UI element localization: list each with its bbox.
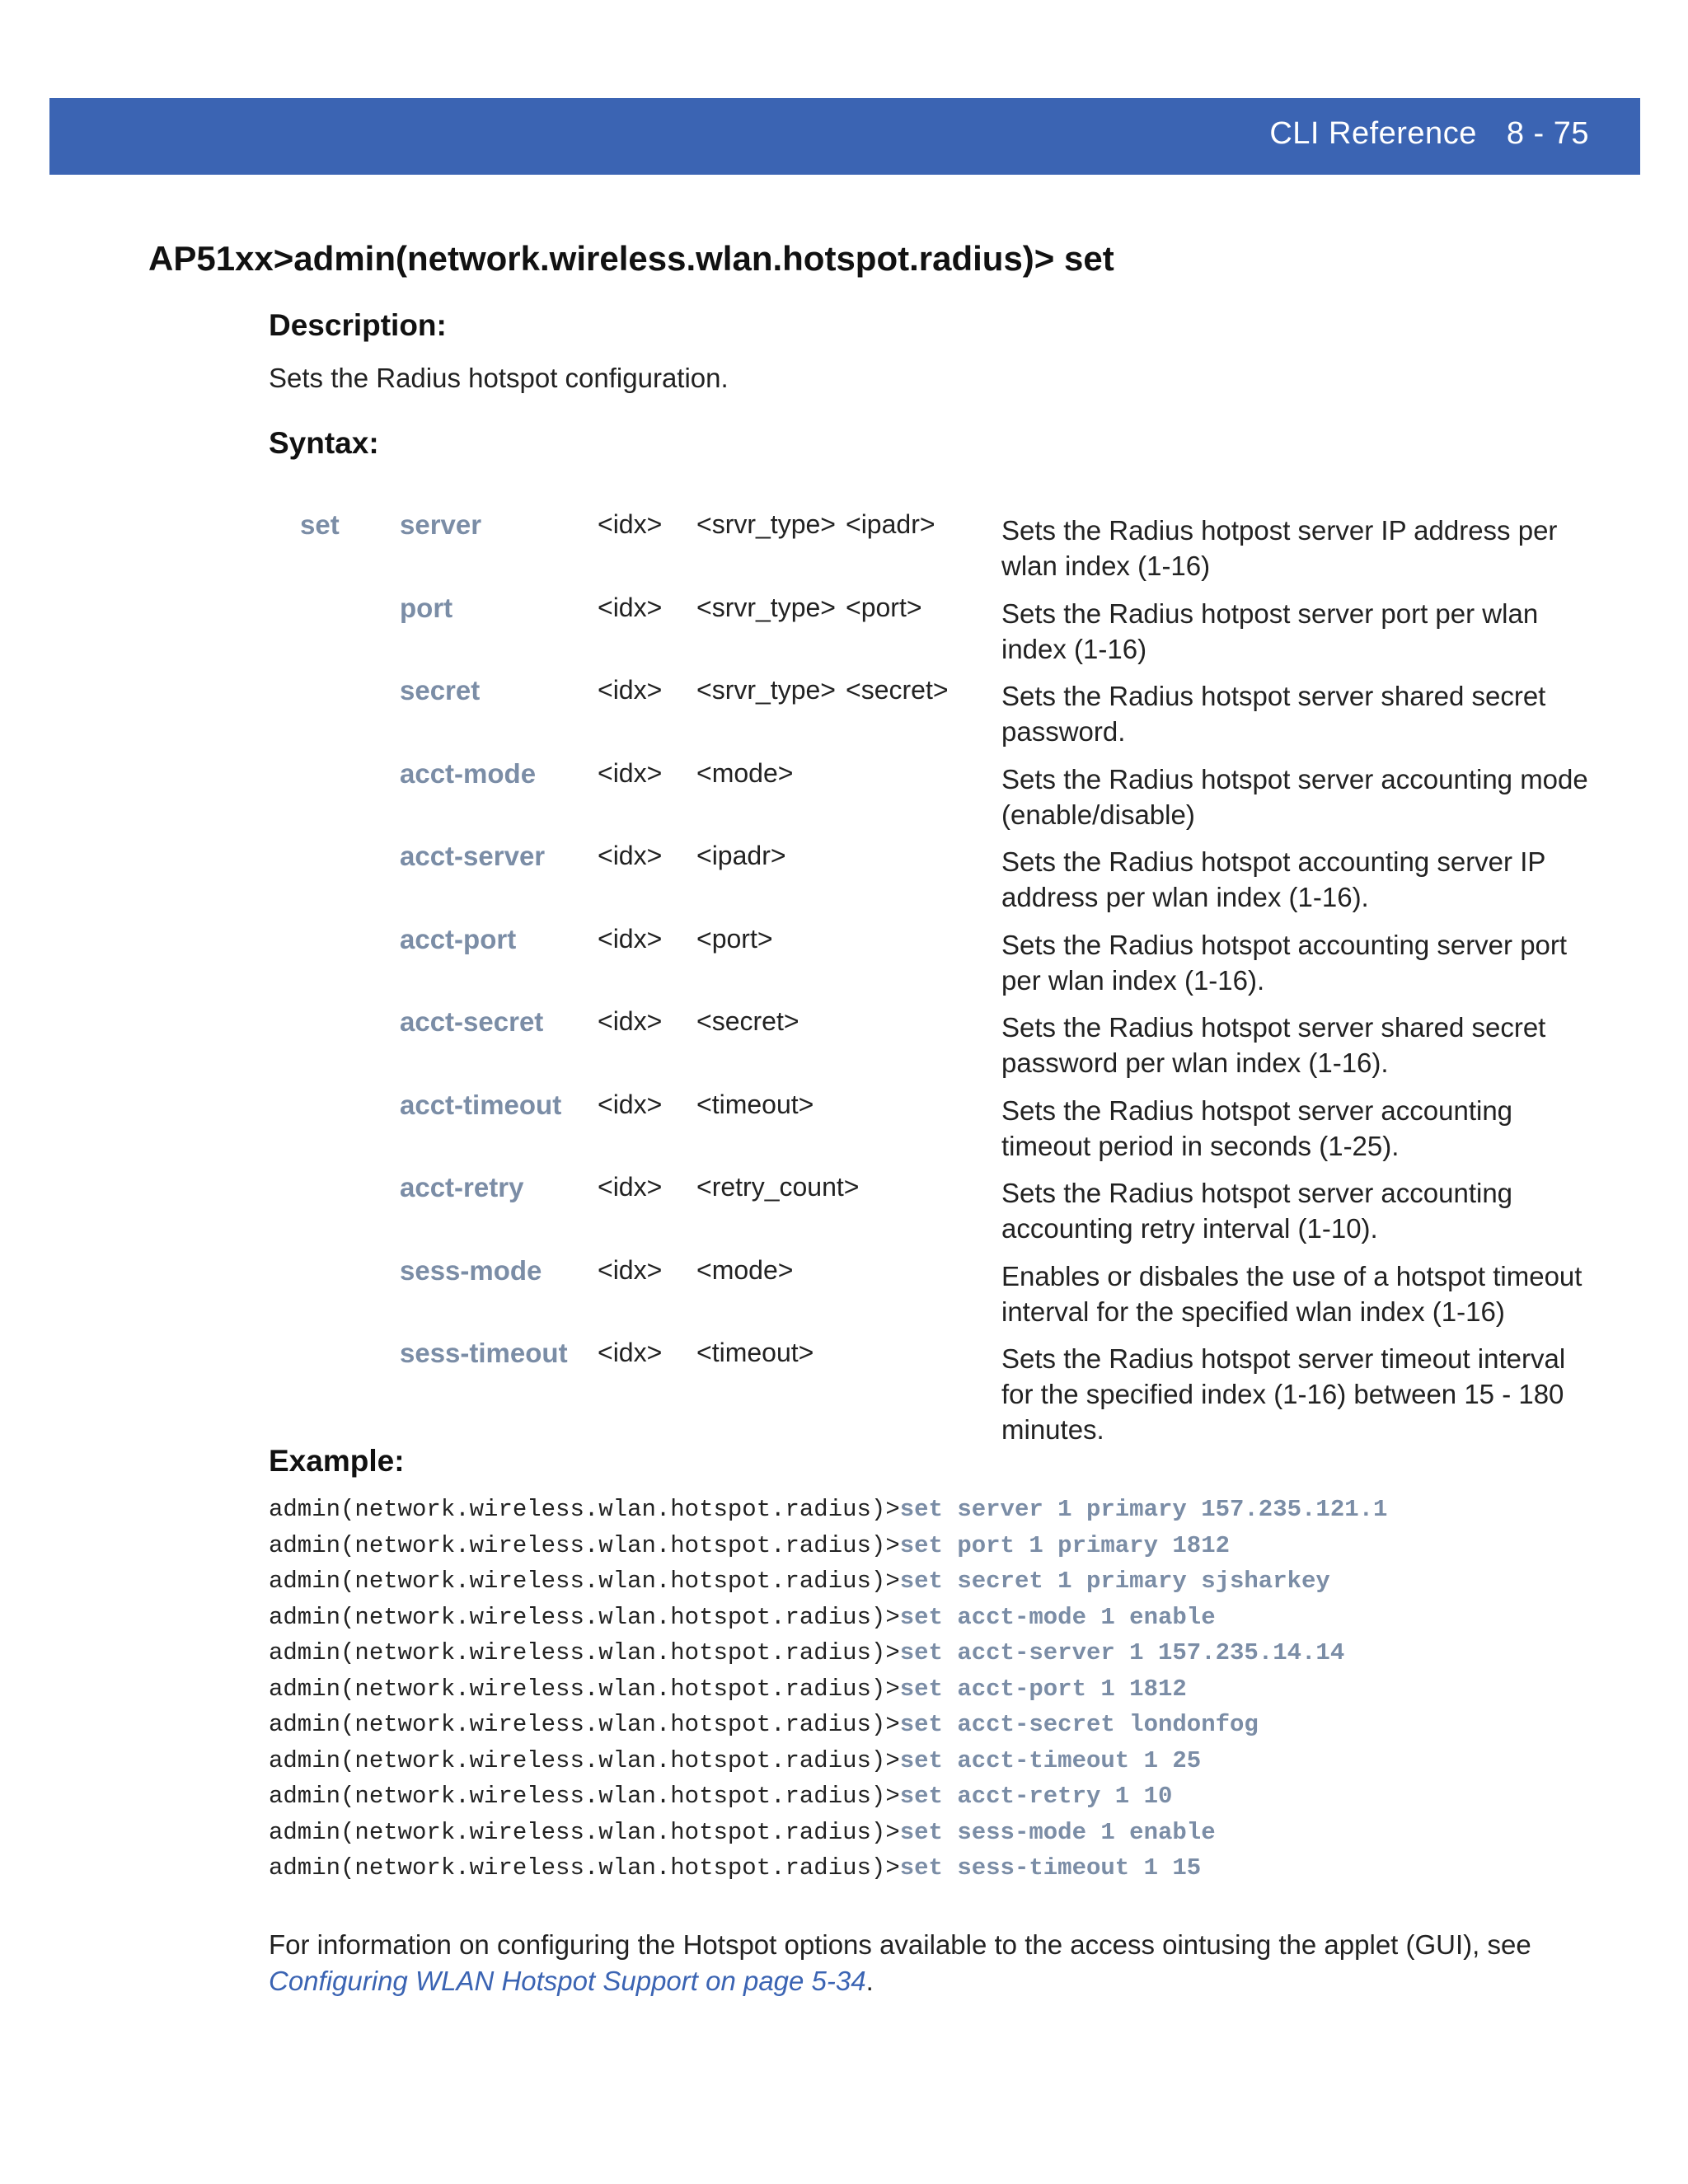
syntax-arg: <port> — [696, 923, 773, 954]
syntax-subcommand: acct-mode — [400, 757, 537, 789]
example-prompt: admin(network.wireless.wlan.hotspot.radius)> — [269, 1568, 900, 1595]
example-prompt: admin(network.wireless.wlan.hotspot.radius)> — [269, 1854, 900, 1882]
header-section-title: CLI Reference — [1269, 116, 1477, 151]
syntax-row — [0, 1090, 1688, 1172]
syntax-row — [0, 509, 1688, 592]
syntax-subcommand: acct-server — [400, 841, 546, 871]
syntax-subcommand: sess-mode — [400, 1254, 542, 1286]
syntax-subcommand: acct-port — [400, 923, 517, 954]
example-command: set secret 1 primary sjsharkey — [899, 1568, 1330, 1595]
syntax-arg: <ipadr> — [696, 841, 786, 870]
description-heading: Description: — [269, 308, 447, 342]
syntax-description: Sets the Radius hotpost server IP address per wlan index (1-16) — [1001, 515, 1558, 581]
syntax-row — [0, 758, 1688, 841]
footer-paragraph — [269, 1927, 1612, 1999]
example-line — [269, 1815, 1387, 1851]
syntax-arg: <srvr_type> — [696, 509, 836, 539]
syntax-row — [0, 924, 1688, 1006]
syntax-arg: <mode> — [696, 757, 794, 788]
syntax-heading: Syntax: — [269, 426, 379, 460]
example-command: set server 1 primary 157.235.121.1 — [899, 1496, 1388, 1523]
syntax-description: Sets the Radius hotpost server port per wlan index (1-16) — [1001, 598, 1539, 664]
syntax-row — [0, 675, 1688, 757]
syntax-arg: <retry_count> — [696, 1172, 860, 1202]
example-prompt: admin(network.wireless.wlan.hotspot.radius)> — [269, 1639, 900, 1666]
syntax-description: Enables or disbales the use of a hotspot timeout interval for the specified wlan index (1-16) — [1001, 1260, 1582, 1327]
syntax-arg-idx: <idx> — [598, 1254, 663, 1285]
syntax-arg-idx: <idx> — [598, 923, 663, 954]
syntax-arg: <srvr_type> — [696, 592, 836, 622]
example-command: set acct-port 1 1812 — [899, 1675, 1187, 1703]
example-line — [269, 1743, 1387, 1779]
example-line — [269, 1528, 1387, 1564]
example-command: set acct-server 1 157.235.14.14 — [899, 1639, 1345, 1666]
syntax-arg-idx: <idx> — [598, 1089, 663, 1119]
syntax-subcommand: acct-retry — [400, 1172, 524, 1202]
syntax-arg-idx: <idx> — [598, 841, 663, 870]
syntax-arg-idx: <idx> — [598, 1338, 663, 1367]
example-command: set sess-mode 1 enable — [899, 1818, 1216, 1846]
syntax-row — [0, 1006, 1688, 1089]
example-line — [269, 1671, 1387, 1708]
syntax-arg-idx: <idx> — [598, 509, 663, 539]
syntax-description: Sets the Radius hotspot server shared secret password per wlan index (1-16). — [1001, 1012, 1546, 1078]
syntax-arg: <ipadr> — [846, 509, 935, 539]
example-line — [269, 1850, 1387, 1886]
syntax-arg: <srvr_type> — [696, 675, 836, 705]
syntax-keyword: set — [300, 509, 340, 540]
syntax-arg: <timeout> — [696, 1338, 814, 1367]
syntax-subcommand: acct-timeout — [400, 1089, 562, 1120]
example-prompt: admin(network.wireless.wlan.hotspot.radius)> — [269, 1711, 900, 1738]
header-page-number: 8 - 75 — [1506, 116, 1589, 151]
syntax-arg: <secret> — [846, 675, 949, 705]
syntax-subcommand: secret — [400, 675, 481, 705]
syntax-arg: <secret> — [696, 1006, 799, 1036]
syntax-arg-idx: <idx> — [598, 592, 663, 622]
example-command: set acct-secret londonfog — [899, 1711, 1259, 1738]
cross-reference-link[interactable]: Configuring WLAN Hotspot Support on page 5-34 — [269, 1966, 866, 1996]
page-header-bar — [49, 98, 1640, 175]
syntax-arg-idx: <idx> — [598, 757, 663, 788]
example-command: set port 1 primary 1812 — [899, 1531, 1230, 1559]
footer-text: For information on configuring the Hotspot options available to the access ointusing the applet (GUI), see — [269, 1929, 1531, 1960]
command-title: AP51xx>admin(network.wireless.wlan.hotspot.radius)> set — [148, 239, 1114, 278]
syntax-description: Sets the Radius hotspot server accounting timeout period in seconds (1-25). — [1001, 1094, 1513, 1161]
example-line — [269, 1707, 1387, 1743]
description-text: Sets the Radius hotspot configuration. — [269, 363, 729, 393]
syntax-arg: <timeout> — [696, 1089, 814, 1119]
syntax-description: Sets the Radius hotspot accounting server IP address per wlan index (1-16). — [1001, 846, 1545, 912]
footer-end: . — [865, 1966, 874, 1996]
syntax-row — [0, 593, 1688, 675]
syntax-subcommand: server — [400, 509, 482, 540]
example-command: set acct-timeout 1 25 — [899, 1746, 1202, 1774]
syntax-row — [0, 1255, 1688, 1338]
syntax-description: Sets the Radius hotspot server timeout interval for the specified index (1-16) between 15 - 180 minutes. — [1001, 1343, 1566, 1445]
syntax-subcommand: port — [400, 592, 453, 623]
example-command: set sess-timeout 1 15 — [899, 1854, 1202, 1882]
example-command: set acct-mode 1 enable — [899, 1603, 1216, 1631]
syntax-row — [0, 841, 1688, 923]
example-prompt: admin(network.wireless.wlan.hotspot.radius)> — [269, 1783, 900, 1810]
example-line — [269, 1635, 1387, 1671]
example-heading: Example: — [269, 1444, 405, 1478]
syntax-arg: <port> — [846, 592, 922, 622]
syntax-arg-idx: <idx> — [598, 675, 663, 705]
example-line — [269, 1563, 1387, 1600]
syntax-arg-idx: <idx> — [598, 1172, 663, 1202]
example-prompt: admin(network.wireless.wlan.hotspot.radius)> — [269, 1531, 900, 1559]
syntax-description: Sets the Radius hotspot accounting server port per wlan index (1-16). — [1001, 929, 1568, 996]
example-command: set acct-retry 1 10 — [899, 1783, 1173, 1810]
syntax-arg: <mode> — [696, 1254, 794, 1285]
syntax-subcommand: sess-timeout — [400, 1338, 568, 1368]
example-prompt: admin(network.wireless.wlan.hotspot.radius)> — [269, 1818, 900, 1846]
syntax-description: Sets the Radius hotspot server accounting accounting retry interval (1-10). — [1001, 1178, 1513, 1244]
header-text — [1269, 116, 1589, 152]
syntax-row — [0, 1172, 1688, 1254]
syntax-description: Sets the Radius hotspot server shared secret password. — [1001, 681, 1546, 747]
example-code-block — [269, 1492, 1387, 1886]
syntax-subcommand: acct-secret — [400, 1006, 544, 1037]
example-prompt: admin(network.wireless.wlan.hotspot.radius)> — [269, 1603, 900, 1631]
example-prompt: admin(network.wireless.wlan.hotspot.radius)> — [269, 1675, 900, 1703]
syntax-arg-idx: <idx> — [598, 1006, 663, 1036]
example-line — [269, 1600, 1387, 1636]
syntax-description: Sets the Radius hotspot server accounting mode (enable/disable) — [1001, 763, 1588, 830]
example-line — [269, 1779, 1387, 1815]
example-line — [269, 1492, 1387, 1528]
example-prompt: admin(network.wireless.wlan.hotspot.radius)> — [269, 1496, 900, 1523]
example-prompt: admin(network.wireless.wlan.hotspot.radius)> — [269, 1746, 900, 1774]
syntax-row — [0, 1338, 1688, 1445]
